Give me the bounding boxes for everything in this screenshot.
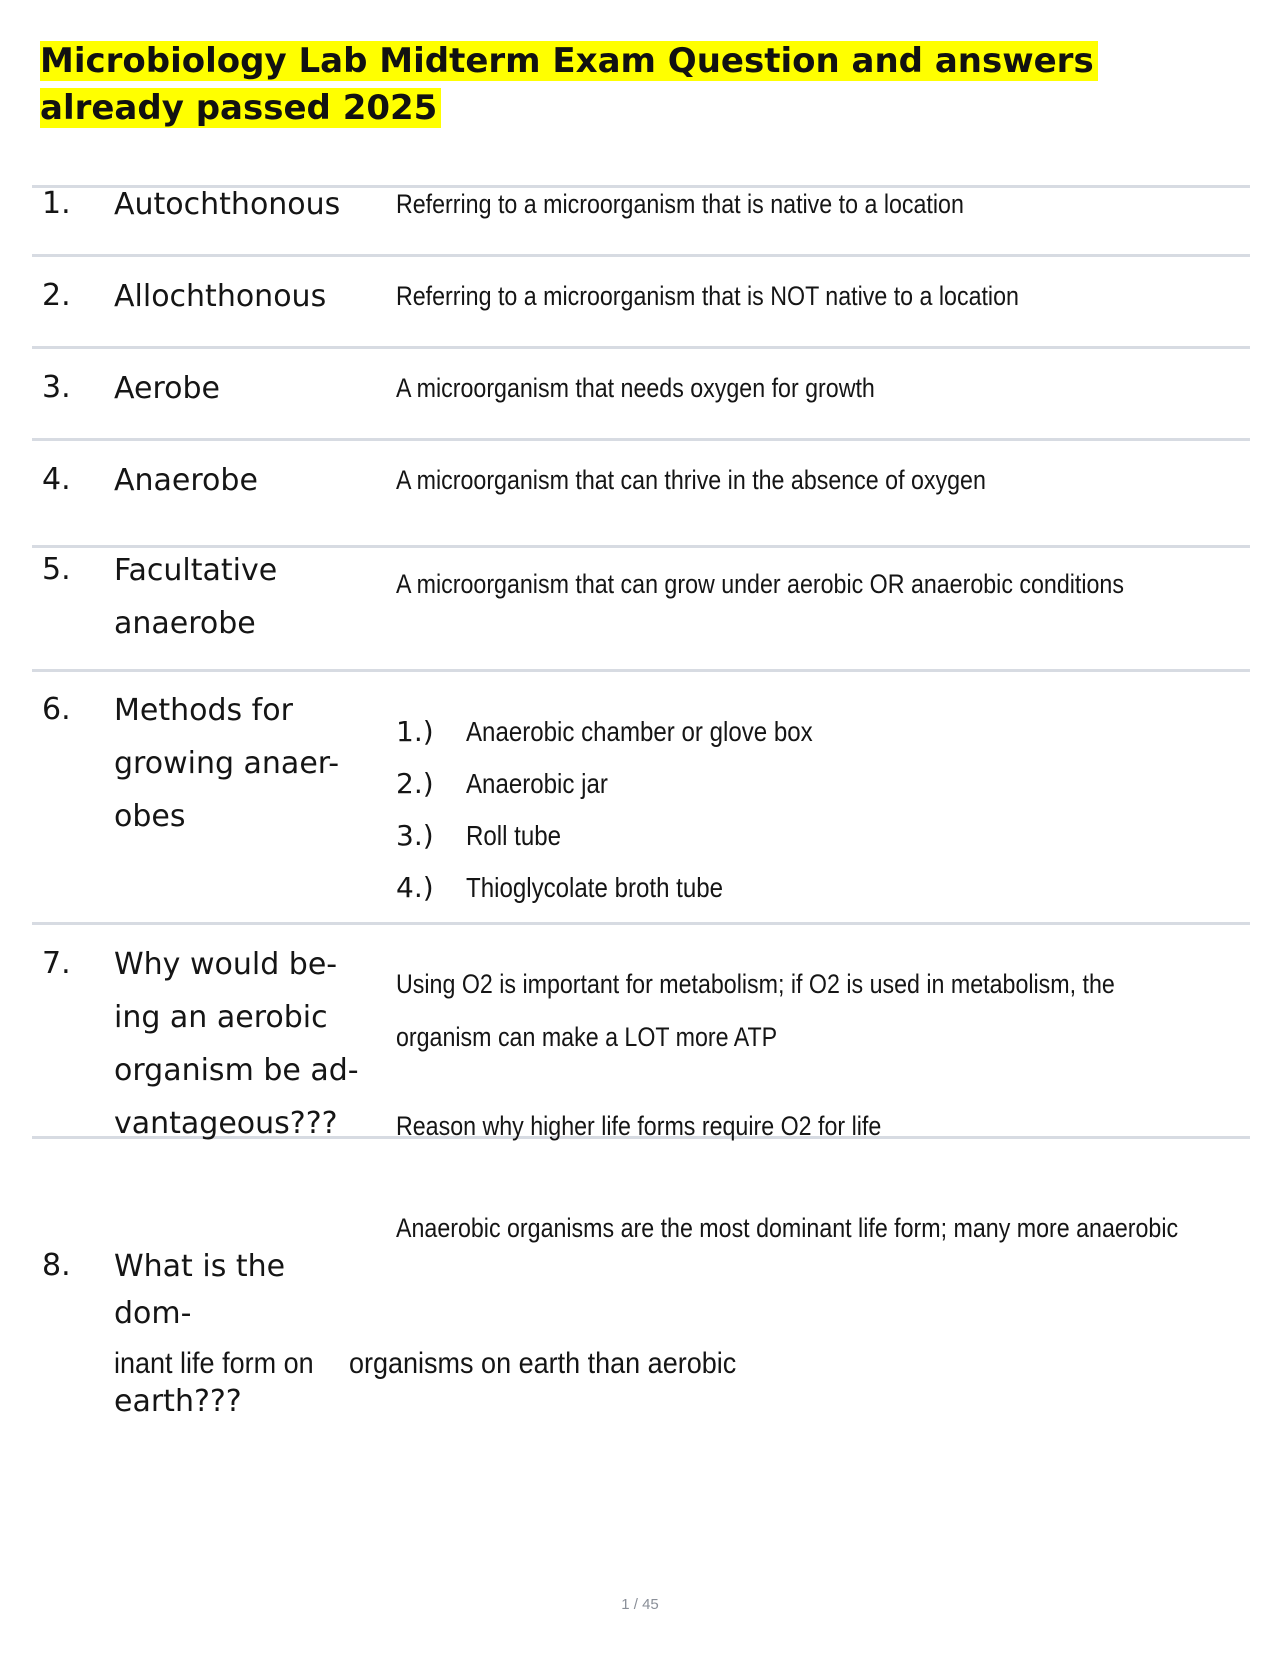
continuation-term-end: earth???: [114, 1384, 242, 1419]
list-item: [396, 758, 631, 810]
entry-number: 5.: [42, 552, 71, 587]
list-marker: 2.): [396, 767, 434, 800]
entry-definition: A microorganism that can thrive in the absence of oxygen: [396, 465, 986, 495]
entry-term: Autochthonous: [114, 187, 341, 222]
entry-term: Allochthonous: [114, 279, 327, 314]
entry-number: 1.: [42, 186, 71, 221]
entry-definition: Anaerobic organisms are the most dominant life form; many more anaerobic: [396, 1213, 1179, 1243]
entry-continuation: [114, 1346, 780, 1381]
list-text: Anaerobic chamber or glove box: [466, 716, 813, 747]
entry-term: Anaerobe: [114, 463, 258, 498]
entry-definition: organism can make a LOT more ATP: [396, 1022, 778, 1052]
entry-term: Why would be- ing an aerobic organism be ad- vantageous???: [114, 947, 359, 1141]
entry-number: 8.: [42, 1248, 71, 1283]
entry-definition: Using O2 is important for metabolism; if O2 is used in metabolism, the: [396, 969, 1115, 999]
entry-term: dom-: [114, 1296, 192, 1331]
entry-number: 3.: [42, 370, 71, 405]
continuation-definition-text: organisms on earth than aerobic: [349, 1347, 737, 1380]
list-marker: 1.): [396, 715, 434, 748]
entry-definition: Reason why higher life forms require O2 for life: [396, 1111, 882, 1141]
entry-continuation: [114, 1384, 242, 1419]
page-number: 1 / 45: [621, 1596, 659, 1613]
row-divider: [32, 346, 1250, 349]
list-text: Roll tube: [466, 820, 562, 851]
entry-term: Facultative anaerobe: [114, 553, 278, 641]
continuation-term-text: inant life form on: [114, 1347, 314, 1380]
entry-definition: Referring to a microorganism that is NOT native to a location: [396, 281, 1019, 311]
entry-definition: A microorganism that can grow under aerobic OR anaerobic conditions: [396, 569, 1124, 599]
list-marker: 3.): [396, 819, 434, 852]
entry-definition: A microorganism that needs oxygen for growth: [396, 373, 875, 403]
entry-number: 7.: [42, 946, 71, 981]
entry-definition: Referring to a microorganism that is native to a location: [396, 189, 964, 219]
entry-number: 2.: [42, 278, 71, 313]
list-item: [396, 810, 577, 862]
document-title: Microbiology Lab Midterm Exam Question and answers already passed 2025: [40, 38, 1240, 132]
list-text: Anaerobic jar: [466, 768, 608, 799]
entry-term: What is the: [114, 1249, 286, 1284]
row-divider: [32, 438, 1250, 441]
entry-term: Methods for growing anaer- obes: [114, 693, 340, 834]
row-divider: [32, 922, 1250, 925]
list-item: [396, 706, 869, 758]
list-marker: 4.): [396, 871, 434, 904]
list-text: Thioglycolate broth tube: [466, 872, 724, 903]
list-item: [396, 862, 765, 914]
entry-number: 6.: [42, 692, 71, 727]
row-divider: [32, 254, 1250, 257]
entry-number: 4.: [42, 462, 71, 497]
row-divider: [32, 669, 1250, 672]
entry-term: Aerobe: [114, 371, 220, 406]
